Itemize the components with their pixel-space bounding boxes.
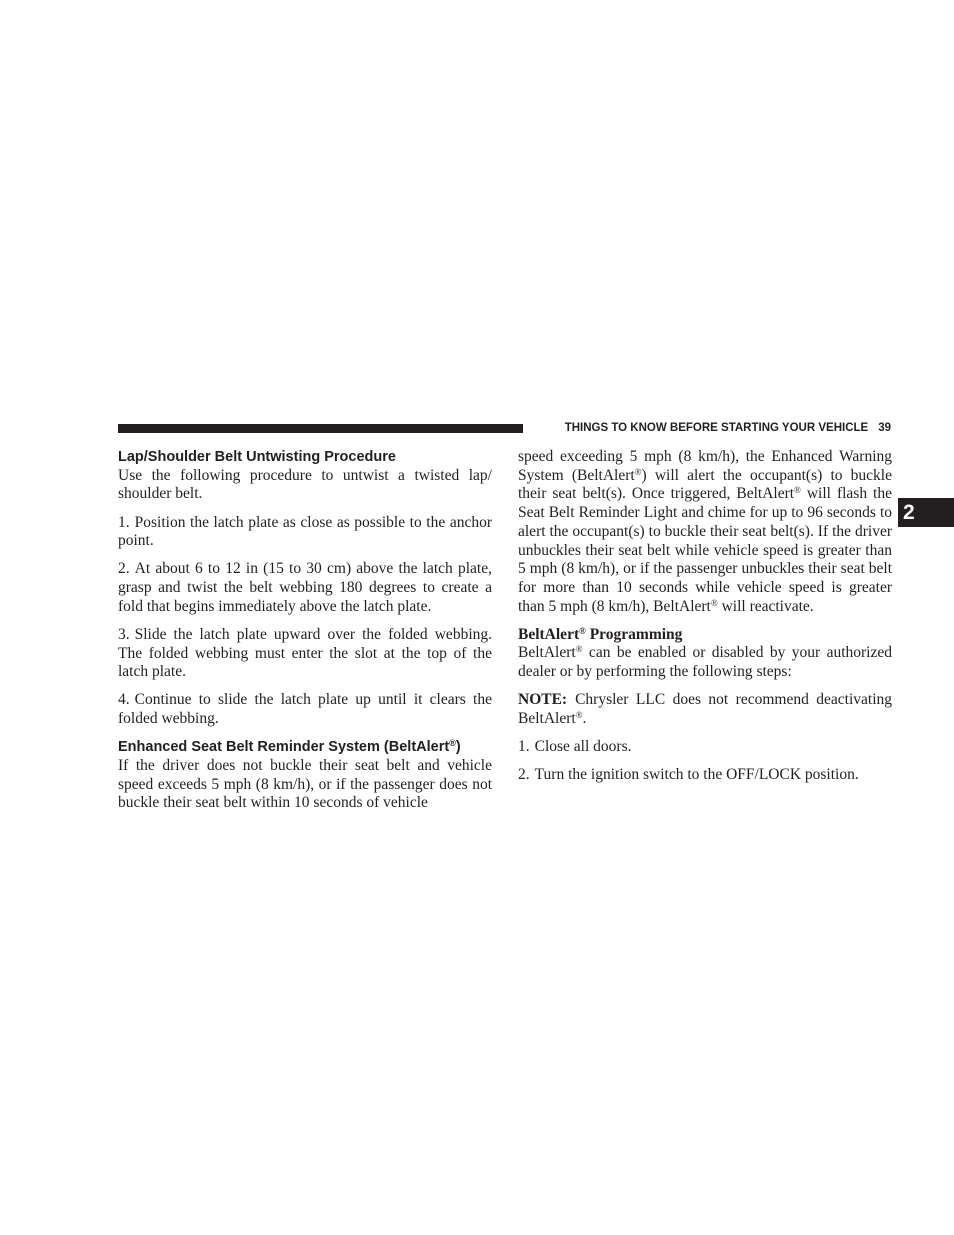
left-column: [118, 448, 492, 813]
heading-untwisting-procedure: Lap/Shoulder Belt Untwisting Procedure: [118, 449, 396, 465]
heading-beltalert-programming: BeltAlert® Programming: [518, 625, 683, 643]
chapter-tab: 2: [898, 498, 954, 527]
untwist-step-3: 3. Slide the latch plate upward over the folded webbing. The folded webbing must enter the slot at the top of the latch plate.: [118, 625, 492, 681]
untwist-step-4: 4. Continue to slide the latch plate up until it clears the folded webbing.: [118, 691, 492, 727]
untwist-step-1: 1. Position the latch plate as close as possible to the anchor point.: [118, 513, 492, 550]
programming-step-1: 1. Close all doors.: [518, 738, 632, 756]
header-rule: [118, 424, 523, 433]
heading-enhanced-seat-belt-reminder: Enhanced Seat Belt Reminder System (BeltAlert®): [118, 738, 461, 756]
running-head: [533, 420, 891, 436]
beltalert-paragraph-cont: speed exceeding 5 mph (8 km/h), the Enhanced Warning System (BeltAlert®) will alert the occupant(s) to buckle their seat belt(s). Once triggered, BeltAlert® will flash the Seat Belt Reminder Light and chime for up to 96 seconds to alert the occupant(s) to buckle their seat belt(s). If the driver unbuckles their seat belt while vehicle speed is greater than 5 mph (8 km/h), or if the passenger unbuckles their seat belt for more than 10 seconds while vehicle speed is greater than 5 mph (8 km/h), BeltAlert® will reactivate.: [518, 448, 892, 615]
note-paragraph: NOTE: Chrysler LLC does not recommend deactivating BeltAlert®.: [518, 691, 892, 727]
untwisting-intro: Use the following procedure to untwist a twisted lap/ shoulder belt.: [118, 466, 492, 503]
beltalert-paragraph-start: If the driver does not buckle their seat belt and vehicle speed exceeds 5 mph (8 km/h), or if the passenger does not buckle their seat belt within 10 seconds of vehicle: [118, 756, 492, 812]
note-label: NOTE:: [518, 691, 568, 709]
programming-step-2: 2. Turn the ignition switch to the OFF/LOCK position.: [518, 766, 859, 784]
page-number: 39: [878, 422, 891, 434]
untwist-step-2: 2. At about 6 to 12 in (15 to 30 cm) above the latch plate, grasp and twist the belt webbing 180 degrees to create a fold that begins immediately above the latch plate.: [118, 560, 492, 615]
right-column: [518, 448, 892, 794]
beltalert-programming-intro: BeltAlert® can be enabled or disabled by your authorized dealer or by performing the following steps:: [518, 644, 892, 681]
section-title: THINGS TO KNOW BEFORE STARTING YOUR VEHICLE: [564, 422, 869, 434]
